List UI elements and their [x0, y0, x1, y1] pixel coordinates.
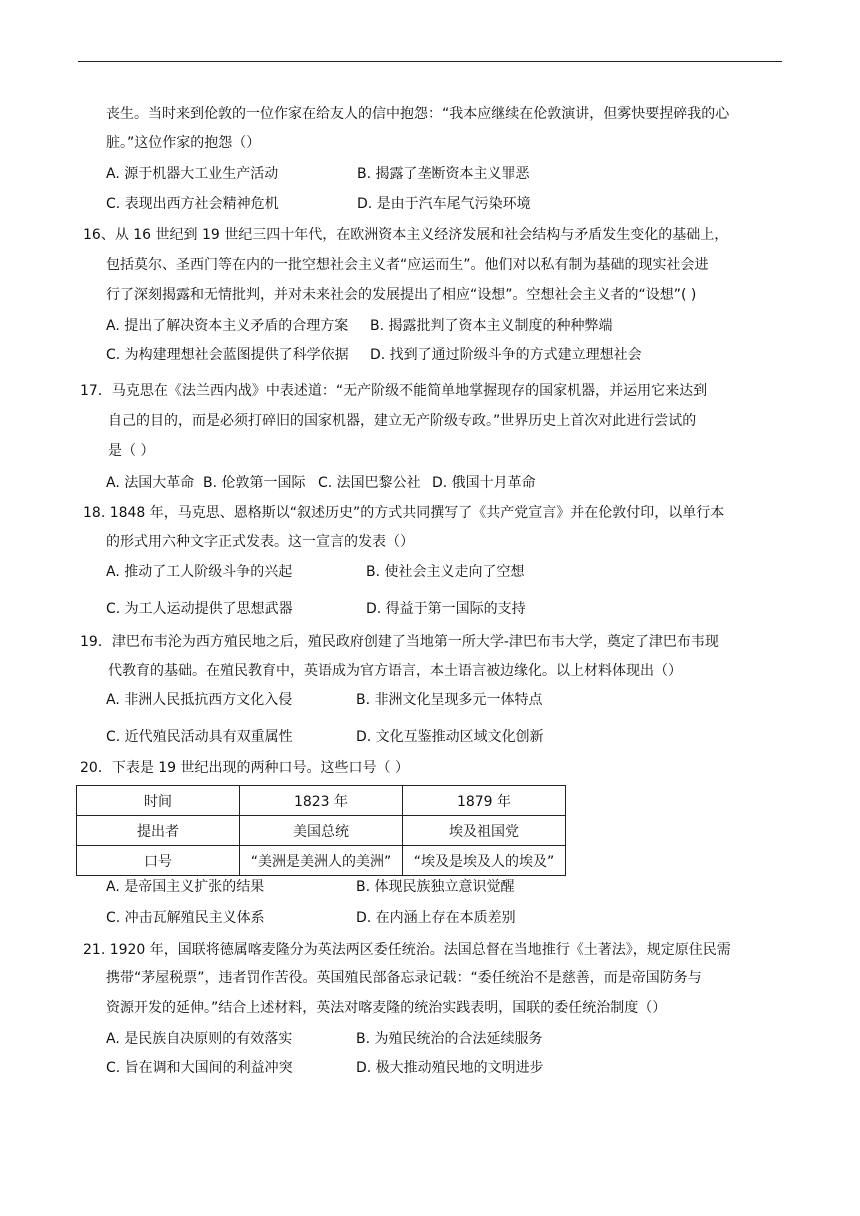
question-text: 17．马克思在《法兰西内战》中表述道：“无产阶级不能简单地掌握现存的国家机器，并运用它来达到	[80, 383, 708, 399]
table-row	[77, 846, 566, 876]
question-text: 是（ ）	[108, 443, 155, 459]
table-cell: “美洲是美洲人的美洲”	[240, 846, 403, 876]
table-row	[77, 816, 566, 846]
question-text: 20．下表是 19 世纪出现的两种口号。这些口号（ ）	[80, 760, 409, 776]
table-cell: “埃及是埃及人的埃及”	[403, 846, 566, 876]
option-b: B. 非洲文化呈现多元一体特点	[356, 692, 543, 708]
option-d: D. 找到了通过阶级斗争的方式建立理想社会	[370, 347, 642, 363]
option-a: A. 非洲人民抵抗西方文化入侵	[106, 692, 293, 708]
option-b: B. 揭露批判了资本主义制度的种种弊端	[370, 318, 613, 334]
option-b: B. 使社会主义走向了空想	[366, 564, 525, 580]
table-cell: 美国总统	[240, 816, 403, 846]
option-b: B. 为殖民统治的合法延续服务	[356, 1031, 543, 1047]
option-d: D. 得益于第一国际的支持	[366, 601, 526, 617]
question-text: 16、从 16 世纪到 19 世纪三四十年代，在欧洲资本主义经济发展和社会结构与矛盾发生变化的基础上，	[83, 227, 729, 243]
option-d: D. 极大推动殖民地的文明进步	[356, 1060, 544, 1076]
question-text: 21. 1920 年，国联将德属喀麦隆分为英法两区委任统治。法国总督在当地推行《土著法》，规定原住民需	[83, 942, 731, 958]
option-c: C. 法国巴黎公社	[318, 475, 421, 491]
option-a: A. 是民族自决原则的有效落实	[106, 1031, 293, 1047]
option-c: C. 近代殖民活动具有双重属性	[106, 729, 293, 745]
question-text: 包括莫尔、圣西门等在内的一批空想社会主义者“应运而生”。他们对以私有制为基础的现实社会进	[106, 257, 709, 273]
option-a: A. 提出了解决资本主义矛盾的合理方案	[106, 318, 349, 334]
slogan-table	[76, 785, 566, 876]
question-text: 脏。”这位作家的抱怨（）	[106, 135, 261, 151]
option-d: D. 是由于汽车尾气污染环境	[357, 196, 531, 212]
table-cell: 提出者	[77, 816, 240, 846]
question-text: 18. 1848 年，马克思、恩格斯以“叙述历史”的方式共同撰写了《共产党宣言》并在伦敦付印，以单行本	[83, 505, 725, 521]
option-d: D. 俄国十月革命	[432, 475, 536, 491]
option-a: A. 法国大革命	[106, 475, 195, 491]
question-text: 19．津巴布韦沦为西方殖民地之后，殖民政府创建了当地第一所大学-津巴布韦大学，奠定了津巴布韦现	[80, 634, 719, 650]
option-c: C. 旨在调和大国间的利益冲突	[106, 1060, 293, 1076]
option-b: B. 揭露了垄断资本主义罪恶	[357, 166, 530, 182]
table-cell: 埃及祖国党	[403, 816, 566, 846]
option-d: D. 文化互鉴推动区域文化创新	[356, 729, 544, 745]
question-text: 资源开发的延伸。”结合上述材料，英法对喀麦隆的统治实践表明，国联的委任统治制度（）	[106, 1000, 667, 1016]
question-text: 的形式用六种文字正式发表。这一宣言的发表（）	[106, 534, 414, 550]
question-text: 携带“茅屋税票”，违者罚作苦役。英国殖民部备忘录记载：“委任统治不是慈善，而是帝国防务与	[106, 970, 702, 986]
table-cell: 1823 年	[240, 786, 403, 816]
question-text: 自己的目的，而是必须打碎旧的国家机器，建立无产阶级专政。”世界历史上首次对此进行尝试的	[108, 413, 697, 429]
table-cell: 口号	[77, 846, 240, 876]
table-cell: 1879 年	[403, 786, 566, 816]
option-a: A. 源于机器大工业生产活动	[106, 166, 279, 182]
option-c: C. 表现出西方社会精神危机	[106, 196, 279, 212]
option-c: C. 为构建理想社会蓝图提供了科学依据	[106, 347, 349, 363]
question-text: 丧生。当时来到伦敦的一位作家在给友人的信中抱怨：“我本应继续在伦敦演讲，但雾快要捏碎我的心	[106, 106, 730, 122]
table-row	[77, 786, 566, 816]
header-rule	[78, 61, 782, 62]
option-b: B. 伦敦第一国际	[203, 475, 306, 491]
question-text: 代教育的基础。在殖民教育中，英语成为官方语言，本土语言被边缘化。以上材料体现出（）	[108, 663, 682, 679]
table-cell: 时间	[77, 786, 240, 816]
option-c: C. 为工人运动提供了思想武器	[106, 601, 293, 617]
option-d: D. 在内涵上存在本质差别	[356, 910, 516, 926]
question-text: 行了深刻揭露和无情批判，并对未来社会的发展提出了相应“设想”。空想社会主义者的“设想”( )	[106, 287, 697, 303]
option-a: A. 是帝国主义扩张的结果	[106, 879, 265, 895]
option-a: A. 推动了工人阶级斗争的兴起	[106, 564, 293, 580]
option-c: C. 冲击瓦解殖民主义体系	[106, 910, 265, 926]
option-b: B. 体现民族独立意识觉醒	[356, 879, 515, 895]
